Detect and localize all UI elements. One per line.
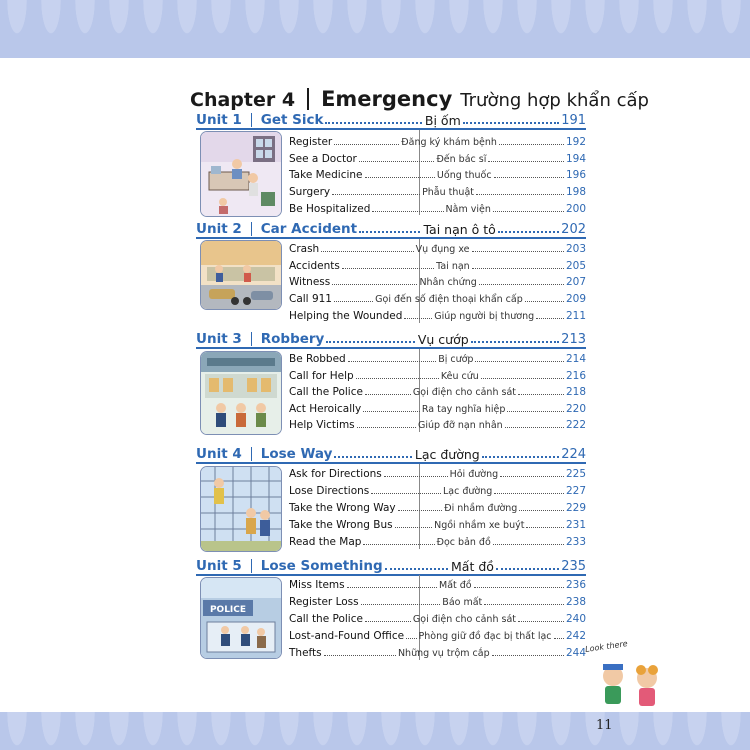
entry-page-number: 231 bbox=[565, 519, 587, 531]
street-robbery-illustration bbox=[200, 351, 282, 435]
dot-leader bbox=[334, 301, 373, 302]
dot-leader bbox=[481, 378, 564, 379]
toc-entry[interactable] bbox=[289, 183, 586, 198]
entry-title-vi: Phẫu thuật bbox=[422, 187, 474, 198]
dot-leader bbox=[518, 394, 564, 395]
entry-page-number: 209 bbox=[565, 293, 586, 305]
dot-leader bbox=[518, 621, 564, 622]
unit-title: Lose Something bbox=[260, 558, 383, 574]
dot-leader bbox=[499, 144, 564, 145]
entry-title-vi: Đọc bản đồ bbox=[436, 537, 491, 548]
toc-entry[interactable] bbox=[289, 533, 586, 548]
police-sign: POLICE bbox=[209, 605, 247, 615]
chapter-number: Chapter 4 bbox=[190, 89, 296, 111]
toc-entry[interactable] bbox=[289, 350, 586, 365]
dot-leader bbox=[476, 194, 564, 195]
entry-title-vi: Đăng ký khám bệnh bbox=[401, 137, 497, 148]
dot-leader bbox=[492, 655, 564, 656]
unit-underline bbox=[196, 237, 586, 239]
street-accident-illustration bbox=[200, 240, 282, 310]
toc-entry[interactable] bbox=[289, 240, 586, 255]
unit-page-number: 224 bbox=[561, 447, 587, 462]
entry-page-number: 229 bbox=[565, 502, 586, 514]
dot-leader bbox=[398, 510, 443, 511]
entry-title: Act Heroically bbox=[289, 403, 362, 415]
dot-leader bbox=[479, 284, 564, 285]
dot-leader bbox=[536, 318, 564, 319]
unit-label: Unit 2 bbox=[196, 221, 242, 237]
entry-title-vi: Báo mất bbox=[442, 597, 483, 608]
unit-title-vi: Vụ cướp bbox=[417, 332, 469, 347]
entry-title: Call the Police bbox=[289, 386, 363, 398]
dot-leader bbox=[332, 194, 420, 195]
entry-page-number: 214 bbox=[565, 353, 586, 365]
entry-page-number: 236 bbox=[565, 579, 587, 591]
dot-leader bbox=[472, 251, 564, 252]
entry-page-number: 205 bbox=[565, 260, 586, 272]
dot-leader bbox=[494, 493, 564, 494]
unit-separator bbox=[251, 332, 252, 346]
toc-entry[interactable] bbox=[289, 499, 586, 514]
dot-leader bbox=[321, 251, 413, 252]
dot-leader bbox=[359, 231, 420, 233]
entry-title: Miss Items bbox=[289, 579, 345, 591]
unit-underline bbox=[196, 128, 586, 130]
entry-page-number: 244 bbox=[565, 647, 586, 659]
hospital-reception-illustration bbox=[200, 131, 282, 217]
dot-leader bbox=[384, 476, 448, 477]
entry-title-vi: Uống thuốc bbox=[436, 170, 492, 181]
dot-leader bbox=[519, 510, 564, 511]
dot-leader bbox=[385, 568, 448, 570]
entry-page-number: 242 bbox=[565, 630, 587, 642]
toc-entry[interactable] bbox=[289, 516, 586, 531]
unit-separator bbox=[251, 222, 252, 236]
dot-leader bbox=[494, 177, 564, 178]
dot-leader bbox=[332, 284, 417, 285]
unit-page-number: 235 bbox=[561, 559, 587, 574]
dot-leader bbox=[500, 476, 564, 477]
toc-entry[interactable] bbox=[289, 644, 586, 659]
dot-leader bbox=[475, 361, 563, 362]
toc-entry[interactable] bbox=[289, 416, 586, 431]
unit-separator bbox=[251, 447, 252, 461]
unit-title-vi: Lạc đường bbox=[414, 447, 480, 462]
entry-title-vi: Giúp đỡ nạn nhân bbox=[417, 420, 503, 431]
dot-leader bbox=[507, 411, 564, 412]
dot-leader bbox=[493, 211, 564, 212]
entry-title-vi: Giúp người bị thương bbox=[434, 311, 535, 322]
dot-leader bbox=[342, 268, 434, 269]
entry-title: Witness bbox=[289, 276, 331, 288]
entry-title: Take Medicine bbox=[289, 169, 363, 181]
entry-title-vi: Nhân chứng bbox=[419, 277, 477, 288]
unit-title-vi: Bị ốm bbox=[424, 113, 461, 128]
entry-title-vi: Gọi điện cho cảnh sát bbox=[412, 387, 516, 398]
entry-title-vi: Bị cướp bbox=[438, 354, 474, 365]
entry-title-vi: Gọi đến số điện thoại khẩn cấp bbox=[375, 294, 523, 305]
lost-in-city-illustration bbox=[200, 466, 282, 552]
entry-page-number: 216 bbox=[565, 370, 586, 382]
dot-leader bbox=[326, 341, 414, 343]
entry-title: Surgery bbox=[289, 186, 331, 198]
entry-title-vi: Đến bác sĩ bbox=[436, 154, 487, 165]
unit-heading[interactable] bbox=[196, 444, 586, 462]
chapter-title-vi: Trường hợp khẩn cấp bbox=[460, 90, 649, 111]
unit-underline bbox=[196, 462, 586, 464]
entry-title: Be Robbed bbox=[289, 353, 346, 365]
unit-underline bbox=[196, 347, 586, 349]
entry-title: Crash bbox=[289, 243, 320, 255]
dot-leader bbox=[395, 527, 433, 528]
entry-page-number: 192 bbox=[565, 136, 586, 148]
entry-title-vi: Những vụ trộm cắp bbox=[397, 648, 490, 659]
dot-leader bbox=[325, 122, 421, 124]
unit-title: Car Accident bbox=[260, 221, 358, 237]
entry-title: Call for Help bbox=[289, 370, 354, 382]
dot-leader bbox=[554, 638, 564, 639]
dot-leader bbox=[372, 211, 443, 212]
entry-title: Help Victims bbox=[289, 419, 355, 431]
toc-entry[interactable] bbox=[289, 257, 586, 272]
entry-page-number: 194 bbox=[565, 153, 587, 165]
toc-entry[interactable] bbox=[289, 465, 586, 480]
dot-leader bbox=[472, 268, 564, 269]
unit-page-number: 202 bbox=[561, 222, 586, 237]
top-decorative-band bbox=[0, 0, 750, 58]
entry-page-number: 238 bbox=[565, 596, 587, 608]
unit-title-vi: Mất đồ bbox=[451, 559, 494, 574]
entry-page-number: 198 bbox=[565, 186, 586, 198]
unit-label: Unit 3 bbox=[196, 331, 242, 347]
dot-leader bbox=[365, 621, 411, 622]
toc-entry[interactable] bbox=[289, 290, 586, 305]
entry-title-vi: Hỏi đường bbox=[449, 469, 499, 480]
toc-entry[interactable] bbox=[289, 273, 586, 288]
entry-page-number: 207 bbox=[565, 276, 587, 288]
dot-leader bbox=[484, 604, 564, 605]
entry-title: Read the Map bbox=[289, 536, 362, 548]
dot-leader bbox=[357, 427, 416, 428]
toc-entry[interactable] bbox=[289, 367, 586, 382]
entry-page-number: 220 bbox=[565, 403, 587, 415]
entry-title: Thefts bbox=[289, 647, 322, 659]
unit-heading[interactable] bbox=[196, 110, 586, 128]
entry-title: Register Loss bbox=[289, 596, 359, 608]
dot-leader bbox=[525, 301, 564, 302]
entry-title: Take the Wrong Bus bbox=[289, 519, 393, 531]
bottom-decorative-band bbox=[0, 712, 750, 750]
dot-leader bbox=[474, 587, 564, 588]
toc-entry[interactable] bbox=[289, 200, 586, 215]
toc-entry[interactable] bbox=[289, 610, 586, 625]
dot-leader bbox=[463, 122, 559, 124]
entry-title-vi: Nằm viện bbox=[445, 204, 491, 215]
dot-leader bbox=[347, 587, 437, 588]
dot-leader bbox=[361, 604, 441, 605]
entry-title: Register bbox=[289, 136, 333, 148]
toc-entry[interactable] bbox=[289, 166, 586, 181]
dot-leader bbox=[334, 456, 411, 458]
entry-page-number: 211 bbox=[565, 310, 587, 322]
entry-title: Helping the Wounded bbox=[289, 310, 403, 322]
entry-page-number: 196 bbox=[565, 169, 586, 181]
entry-title-vi: Kêu cứu bbox=[440, 371, 479, 382]
unit-page-number: 191 bbox=[561, 113, 587, 128]
entry-page-number: 218 bbox=[565, 386, 586, 398]
unit-page-number: 213 bbox=[561, 332, 586, 347]
dot-leader bbox=[493, 544, 564, 545]
dot-leader bbox=[365, 177, 435, 178]
page-number: 11 bbox=[596, 718, 613, 733]
unit-title: Get Sick bbox=[260, 112, 324, 128]
dot-leader bbox=[526, 527, 564, 528]
toc-entry[interactable] bbox=[289, 383, 586, 398]
dot-leader bbox=[363, 544, 434, 545]
dot-leader bbox=[356, 378, 439, 379]
dot-leader bbox=[371, 493, 441, 494]
entry-page-number: 227 bbox=[565, 485, 586, 497]
entry-title-vi: Gọi điện cho cảnh sát bbox=[412, 614, 516, 625]
entry-title-vi: Đi nhầm đường bbox=[444, 503, 518, 514]
chapter-separator bbox=[307, 88, 309, 110]
kids-cartoon-illustration bbox=[585, 640, 715, 712]
toc-entry[interactable] bbox=[289, 400, 586, 415]
dot-leader bbox=[406, 638, 416, 639]
entry-title-vi: Phòng giữ đồ đạc bị thất lạc bbox=[418, 631, 552, 642]
entry-title: Accidents bbox=[289, 260, 340, 272]
entry-title: Call the Police bbox=[289, 613, 363, 625]
dot-leader bbox=[363, 411, 420, 412]
entry-title: Call 911 bbox=[289, 293, 332, 305]
entry-title: See a Doctor bbox=[289, 153, 357, 165]
toc-entry[interactable] bbox=[289, 593, 586, 608]
toc-entry[interactable] bbox=[289, 482, 586, 497]
unit-separator bbox=[251, 113, 252, 127]
entry-page-number: 200 bbox=[565, 203, 587, 215]
entry-page-number: 225 bbox=[565, 468, 586, 480]
entry-title-vi: Mất đồ bbox=[439, 580, 472, 591]
dot-leader bbox=[505, 427, 564, 428]
entry-title: Take the Wrong Way bbox=[289, 502, 396, 514]
entry-page-number: 222 bbox=[565, 419, 586, 431]
dot-leader bbox=[496, 568, 559, 570]
dot-leader bbox=[404, 318, 432, 319]
entry-title-vi: Ra tay nghĩa hiệp bbox=[421, 404, 506, 415]
dot-leader bbox=[324, 655, 396, 656]
cartoon-caption: Look there bbox=[584, 639, 629, 654]
toc-entry[interactable] bbox=[289, 133, 586, 148]
unit-heading[interactable] bbox=[196, 219, 586, 237]
toc-entry[interactable] bbox=[289, 150, 586, 165]
unit-label: Unit 4 bbox=[196, 446, 242, 462]
unit-title: Robbery bbox=[260, 331, 325, 347]
dot-leader bbox=[359, 161, 435, 162]
dot-leader bbox=[365, 394, 411, 395]
dot-leader bbox=[334, 144, 399, 145]
unit-label: Unit 5 bbox=[196, 558, 242, 574]
entry-title: Be Hospitalized bbox=[289, 203, 371, 215]
chapter-title: Emergency bbox=[321, 87, 453, 111]
unit-heading[interactable] bbox=[196, 556, 586, 574]
entry-title-vi: Vụ đụng xe bbox=[415, 244, 470, 255]
entry-title-vi: Lạc đường bbox=[442, 486, 493, 497]
entry-page-number: 240 bbox=[565, 613, 586, 625]
unit-separator bbox=[251, 559, 252, 573]
unit-label: Unit 1 bbox=[196, 112, 242, 128]
unit-heading[interactable] bbox=[196, 329, 586, 347]
dot-leader bbox=[471, 341, 559, 343]
entry-title: Lose Directions bbox=[289, 485, 370, 497]
police-station-illustration bbox=[200, 577, 282, 659]
dot-leader bbox=[488, 161, 564, 162]
toc-entry[interactable] bbox=[289, 307, 586, 322]
entry-page-number: 203 bbox=[565, 243, 587, 255]
entry-title-vi: Tai nạn bbox=[436, 261, 470, 272]
entry-title: Lost-and-Found Office bbox=[289, 630, 405, 642]
toc-entry[interactable] bbox=[289, 627, 586, 642]
entry-page-number: 233 bbox=[565, 536, 586, 548]
dot-leader bbox=[348, 361, 436, 362]
entry-title-vi: Ngồi nhầm xe buýt bbox=[434, 520, 525, 531]
unit-title: Lose Way bbox=[260, 446, 333, 462]
dot-leader bbox=[482, 456, 559, 458]
entry-title: Ask for Directions bbox=[289, 468, 382, 480]
unit-title-vi: Tai nạn ô tô bbox=[423, 222, 496, 237]
toc-entry[interactable] bbox=[289, 576, 586, 591]
dot-leader bbox=[498, 231, 559, 233]
